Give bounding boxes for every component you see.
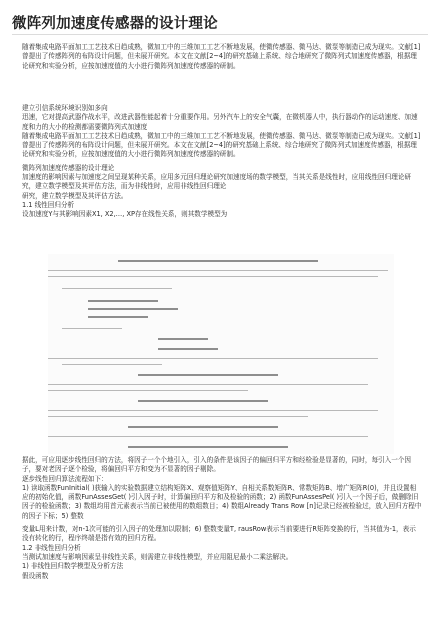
body-paragraph: 1) 非线性回归数学模型及分析方法 bbox=[22, 562, 124, 571]
page-title: 微阵列加速度传感器的设计理论 bbox=[12, 16, 218, 32]
intro-paragraph: 随着集成电路平面加工工艺技术日趋成熟，微加工中的三维加工工艺不断地发展，使微传感器、微马达、微泵等制造已成为现实。文献[1]曾提出了传感阵列的布阵设计问题，但未展开研究。本文在文献[2~4]的研究基础上系统、综合地研究了微阵列式加速度传感器，根据理论研究和实验分析，应按加速度值的大小进行微阵列加速度传感器的研制。 bbox=[22, 43, 421, 70]
body-paragraph: 当测试加速度与影响因素呈非线性关系，则需建立非线性模型，并应用阻尼最小二乘法解决。 bbox=[22, 552, 293, 561]
body-paragraph: 1) 读取函数FunInitial( )获输入的实验数据建立结构矩阵X、观察值矩阵Y、自相关系数矩阵R、常数矩阵B、增广矩阵R(0)，并且设置相应的初始化值，函数FunAssesGet( )引入因子时，计算偏回归平方和及检验的函数；2) 函数FunAssesPel( )引入一个因子后，做删除旧因子的检验函数；3) 数组均用首元素表示当前已被使用的数组数目；4) 数组Already Trans Row [n]记录已经被检验过，放入回归方程中的因子下标；5) 整数 bbox=[22, 483, 422, 520]
title-divider bbox=[12, 34, 428, 35]
body-paragraph: 据此，可应用逐步线性回归的方法，将因子一个个地引入，引入的条件是该因子的偏回归平方和经检验是显著的，同时，每引入一个因子，要对老因子逐个检验，将偏回归平方和变为不显著的因子剔除。 bbox=[22, 456, 412, 474]
subsection-paragraph: 设加速度Y与其影响因素X1, X2,…, XP存在线性关系，则其数学模型为 bbox=[22, 210, 228, 219]
body-paragraph: 假设函数 bbox=[22, 571, 49, 580]
scanned-formula-figure bbox=[48, 254, 394, 454]
section1-heading: 建立引信系统环境识别如多向 bbox=[22, 104, 108, 112]
post-figure-block bbox=[22, 456, 422, 581]
section3-heading: 研究，建立数学模型及其评估方法。 bbox=[22, 191, 128, 200]
section2-heading: 微阵列加速度传感器的设计理论 bbox=[22, 163, 115, 172]
section1-block bbox=[22, 104, 422, 220]
body-paragraph: 变量L用来计数，对n-1次可能的引入因子的处理加以限制；6) 整数变量T, rausRow表示当前要进行R矩阵变换的行，当其值为-1，表示没有转化的行，程序终端是指有效的回归方程。 bbox=[22, 525, 416, 543]
section1-paragraph: 迅速，它对提高武器作战水平，改进武器性能起着十分重要作用。另外汽车上的安全气囊，在微机器人中，执行器动作的运动速度、加速度和力的大小的检测都需要微阵列式加速度 bbox=[22, 113, 418, 131]
section1-paragraph: 随着集成电路平面加工工艺技术日趋成熟，微加工中的三维加工工艺不断地发展，使微传感器、微马达、微泵等制造已成为现实。文献[1]曾提出了传感阵列的布阵设计问题，但未展开研究。本文在文献[2~4]的研究基础上系统、综合地研究了微阵列式加速度传感器，根据理论研究和实验分析，应按加速度值的大小进行微阵列加速度传感器的研制。 bbox=[22, 131, 421, 159]
subsection-heading: 1.1 线性回归分析 bbox=[22, 200, 75, 209]
subsection-heading: 1.2 非线性回归分析 bbox=[22, 543, 81, 552]
body-paragraph: 逐步线性回归算法流程如下： bbox=[22, 474, 108, 483]
section2-paragraph: 加速度的影响因素与加速度之间呈现某种关系，应用多元回归理论研究加速度场的数学模型，当其关系是线性时，应用线性回归理论研究，建立数学模型及其评估方法，而为非线性时，应用非线性回归理论 bbox=[22, 173, 412, 191]
intro-block bbox=[22, 43, 422, 71]
